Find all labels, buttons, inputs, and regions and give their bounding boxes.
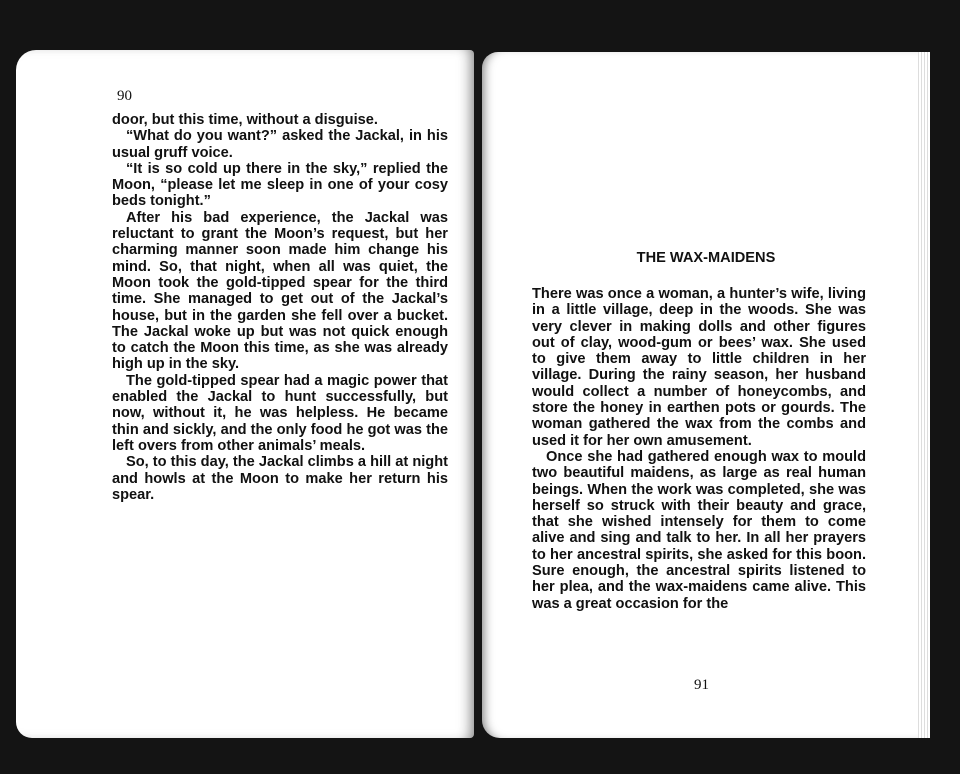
paragraph: So, to this day, the Jackal climbs a hill at night and howls at the Moon to make her return his spear. xyxy=(112,454,448,503)
right-page xyxy=(482,52,930,738)
paragraph: After his bad experience, the Jackal was reluctant to grant the Moon’s request, but her charming manner soon made him change his mind. So, that night, when all was quiet, the Moon took the gold-tipped spear for the third time. She managed to get out of the Jackal’s house, but in the garden she fell over a bucket. The Jackal woke up but was not quick enough to catch the Moon this time, as she was already high up in the sky. xyxy=(112,209,448,373)
paragraph: “What do you want?” asked the Jackal, in his usual gruff voice. xyxy=(112,128,448,161)
page-number: 90 xyxy=(117,88,132,104)
page-number: 91 xyxy=(694,677,709,693)
story-title: THE WAX-MAIDENS xyxy=(636,250,776,266)
right-page-text xyxy=(532,286,866,612)
paragraph: The gold-tipped spear had a magic power that enabled the Jackal to hunt successfully, but now, without it, he was helpless. He became thin and sickly, and the only food he got was the left overs from other animals’ meals. xyxy=(112,372,448,454)
left-page-text xyxy=(112,112,448,503)
paragraph: There was once a woman, a hunter’s wife, living in a little village, deep in the woods. She was very clever in making dolls and other figures out of clay, wood-gum or bees’ wax. She used to give them away to little children in her village. During the rainy season, her husband would collect a number of honeycombs, and store the honey in earthen pots or gourds. The woman gathered the wax from the combs and used it for her own amusement. xyxy=(532,286,866,449)
page-edges xyxy=(918,52,930,738)
paragraph: Once she had gathered enough wax to mould two beautiful maidens, as large as real human beings. When the work was completed, she was herself so struck with their beauty and grace, that she wished intensely for them to come alive and sing and talk to her. In all her prayers to her ancestral spirits, she asked for this boon. Sure enough, the ancestral spirits listened to her plea, and the wax-maidens came alive. This was a great occasion for the xyxy=(532,448,866,612)
paragraph: “It is so cold up there in the sky,” replied the Moon, “please let me sleep in one of your cosy beds tonight.” xyxy=(112,160,448,210)
paragraph: door, but this time, without a disguise. xyxy=(112,112,378,128)
left-page xyxy=(16,50,474,738)
